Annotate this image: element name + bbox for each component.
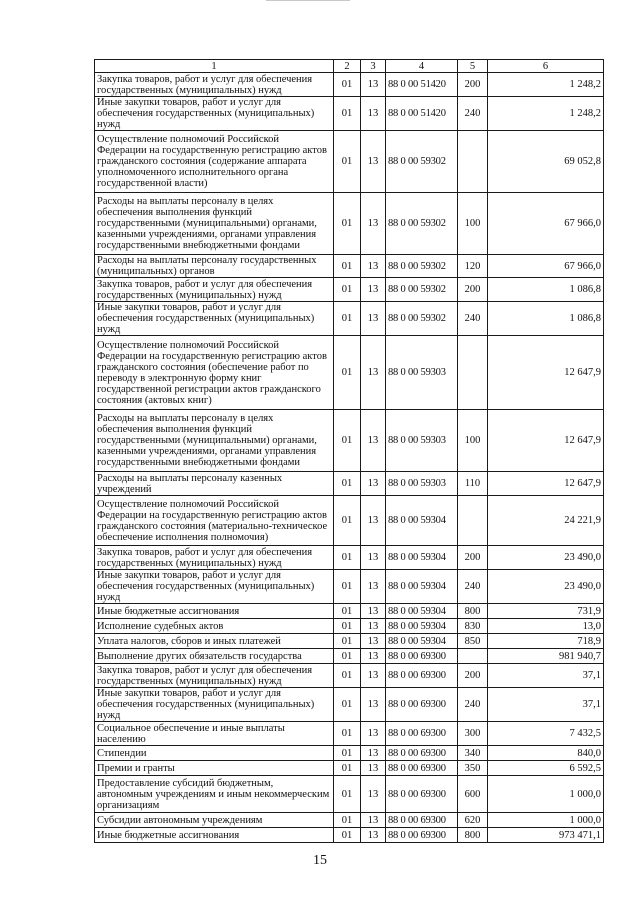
cell-sec: 01 — [334, 570, 361, 604]
cell-name: Расходы на выплаты персоналу в целях обеспечения выполнения функций государственными (муниципальными) органами, казенными учреждениями, органами управления государственными внебюджетными фондами — [95, 410, 334, 472]
table-row — [95, 776, 604, 813]
cell-sum: 1 086,8 — [488, 278, 604, 302]
cell-sum: 1 000,0 — [488, 813, 604, 828]
page-number: 15 — [313, 853, 327, 868]
cell-csr: 88 0 00 69300 — [386, 649, 458, 664]
cell-vr: 240 — [458, 688, 488, 722]
table-row — [95, 688, 604, 722]
cell-csr: 88 0 00 69300 — [386, 761, 458, 776]
cell-sub: 13 — [361, 604, 386, 619]
table-row — [95, 722, 604, 746]
cell-sum: 840,0 — [488, 746, 604, 761]
table-row — [95, 472, 604, 496]
cell-vr: 200 — [458, 73, 488, 97]
cell-name: Закупка товаров, работ и услуг для обеспечения государственных (муниципальных) нужд — [95, 664, 334, 688]
cell-vr: 110 — [458, 472, 488, 496]
cell-vr: 800 — [458, 828, 488, 843]
header-cell: 3 — [361, 60, 386, 73]
cell-name: Иные закупки товаров, работ и услуг для обеспечения государственных (муниципальных) нужд — [95, 570, 334, 604]
cell-vr — [458, 649, 488, 664]
table-row — [95, 649, 604, 664]
cell-sec: 01 — [334, 722, 361, 746]
cell-sec: 01 — [334, 776, 361, 813]
table-row — [95, 278, 604, 302]
cell-sum: 1 248,2 — [488, 97, 604, 131]
table-row — [95, 828, 604, 843]
cell-vr: 100 — [458, 410, 488, 472]
top-rule — [266, 0, 350, 1]
cell-csr: 88 0 00 59303 — [386, 336, 458, 410]
table-row — [95, 302, 604, 336]
cell-sec: 01 — [334, 278, 361, 302]
cell-sub: 13 — [361, 278, 386, 302]
cell-sec: 01 — [334, 664, 361, 688]
cell-sum: 718,9 — [488, 634, 604, 649]
cell-sum: 1 248,2 — [488, 73, 604, 97]
cell-name: Выполнение других обязательств государства — [95, 649, 334, 664]
cell-sec: 01 — [334, 496, 361, 546]
cell-vr: 200 — [458, 546, 488, 570]
cell-sub: 13 — [361, 193, 386, 255]
cell-sub: 13 — [361, 570, 386, 604]
cell-sum: 1 086,8 — [488, 302, 604, 336]
cell-sub: 13 — [361, 302, 386, 336]
cell-name: Закупка товаров, работ и услуг для обеспечения государственных (муниципальных) нужд — [95, 73, 334, 97]
table-row — [95, 604, 604, 619]
cell-name: Осуществление полномочий Российской Федерации на государственную регистрацию актов гражданского состояния (материально-техническое обеспечение исполнения полномочия) — [95, 496, 334, 546]
cell-sub: 13 — [361, 828, 386, 843]
table-row — [95, 619, 604, 634]
cell-sum: 731,9 — [488, 604, 604, 619]
cell-name: Стипендии — [95, 746, 334, 761]
cell-csr: 88 0 00 59302 — [386, 255, 458, 278]
cell-sub: 13 — [361, 410, 386, 472]
cell-sec: 01 — [334, 410, 361, 472]
budget-table — [94, 59, 604, 843]
cell-sub: 13 — [361, 776, 386, 813]
cell-csr: 88 0 00 59304 — [386, 546, 458, 570]
cell-csr: 88 0 00 59304 — [386, 634, 458, 649]
cell-csr: 88 0 00 69300 — [386, 813, 458, 828]
cell-name: Премии и гранты — [95, 761, 334, 776]
table-row — [95, 131, 604, 193]
cell-sec: 01 — [334, 761, 361, 776]
cell-sec: 01 — [334, 73, 361, 97]
cell-csr: 88 0 00 59304 — [386, 570, 458, 604]
cell-vr: 850 — [458, 634, 488, 649]
cell-sum: 12 647,9 — [488, 410, 604, 472]
cell-csr: 88 0 00 59304 — [386, 604, 458, 619]
cell-vr: 300 — [458, 722, 488, 746]
cell-sum: 23 490,0 — [488, 570, 604, 604]
cell-sub: 13 — [361, 619, 386, 634]
table-row — [95, 570, 604, 604]
cell-vr: 620 — [458, 813, 488, 828]
cell-sum: 7 432,5 — [488, 722, 604, 746]
cell-name: Иные закупки товаров, работ и услуг для обеспечения государственных (муниципальных) нужд — [95, 688, 334, 722]
cell-sub: 13 — [361, 761, 386, 776]
cell-vr: 120 — [458, 255, 488, 278]
cell-sub: 13 — [361, 634, 386, 649]
cell-name: Уплата налогов, сборов и иных платежей — [95, 634, 334, 649]
cell-sec: 01 — [334, 255, 361, 278]
cell-vr: 240 — [458, 302, 488, 336]
cell-csr: 88 0 00 59302 — [386, 302, 458, 336]
cell-name: Расходы на выплаты персоналу в целях обеспечения выполнения функций государственными (муниципальными) органами, казенными учреждениями, органами управления государственными внебюджетными фондами — [95, 193, 334, 255]
cell-sub: 13 — [361, 546, 386, 570]
cell-name: Осуществление полномочий Российской Федерации на государственную регистрацию актов гражданского состояния (содержание аппарата уполномоченного исполнительного органа государственной власти) — [95, 131, 334, 193]
cell-name: Исполнение судебных актов — [95, 619, 334, 634]
header-cell: 2 — [334, 60, 361, 73]
cell-sum: 12 647,9 — [488, 336, 604, 410]
table-row — [95, 813, 604, 828]
cell-sec: 01 — [334, 336, 361, 410]
cell-sum: 973 471,1 — [488, 828, 604, 843]
cell-sec: 01 — [334, 302, 361, 336]
cell-name: Закупка товаров, работ и услуг для обеспечения государственных (муниципальных) нужд — [95, 546, 334, 570]
cell-sec: 01 — [334, 472, 361, 496]
cell-name: Осуществление полномочий Российской Федерации на государственную регистрацию актов гражданского состояния (обеспечение работ по переводу в электронную форму книг государственной регистрации актов гражданского состояния (актовых книг) — [95, 336, 334, 410]
cell-sub: 13 — [361, 255, 386, 278]
table-row — [95, 664, 604, 688]
cell-csr: 88 0 00 69300 — [386, 688, 458, 722]
cell-sub: 13 — [361, 722, 386, 746]
cell-vr: 200 — [458, 664, 488, 688]
cell-csr: 88 0 00 59304 — [386, 496, 458, 546]
cell-vr: 830 — [458, 619, 488, 634]
header-cell: 4 — [386, 60, 458, 73]
cell-sub: 13 — [361, 336, 386, 410]
cell-csr: 88 0 00 69300 — [386, 746, 458, 761]
table-row — [95, 546, 604, 570]
cell-sub: 13 — [361, 496, 386, 546]
cell-sec: 01 — [334, 193, 361, 255]
table-body — [95, 73, 604, 843]
cell-name: Социальное обеспечение и иные выплаты населению — [95, 722, 334, 746]
cell-sum: 67 966,0 — [488, 255, 604, 278]
cell-sub: 13 — [361, 746, 386, 761]
table-row — [95, 255, 604, 278]
cell-name: Расходы на выплаты персоналу казенных учреждений — [95, 472, 334, 496]
cell-sum: 69 052,8 — [488, 131, 604, 193]
cell-csr: 88 0 00 69300 — [386, 722, 458, 746]
cell-vr: 240 — [458, 97, 488, 131]
cell-vr — [458, 496, 488, 546]
cell-sub: 13 — [361, 131, 386, 193]
cell-sec: 01 — [334, 746, 361, 761]
cell-sub: 13 — [361, 472, 386, 496]
table-row — [95, 336, 604, 410]
cell-sum: 12 647,9 — [488, 472, 604, 496]
cell-csr: 88 0 00 69300 — [386, 776, 458, 813]
table-row — [95, 410, 604, 472]
cell-name: Расходы на выплаты персоналу государственных (муниципальных) органов — [95, 255, 334, 278]
cell-sum: 13,0 — [488, 619, 604, 634]
cell-name: Предоставление субсидий бюджетным, автономным учреждениям и иным некоммерческим организациям — [95, 776, 334, 813]
cell-sec: 01 — [334, 634, 361, 649]
cell-name: Иные бюджетные ассигнования — [95, 604, 334, 619]
cell-sum: 981 940,7 — [488, 649, 604, 664]
cell-name: Иные закупки товаров, работ и услуг для обеспечения государственных (муниципальных) нужд — [95, 97, 334, 131]
cell-vr — [458, 131, 488, 193]
cell-csr: 88 0 00 51420 — [386, 97, 458, 131]
cell-sum: 37,1 — [488, 688, 604, 722]
header-cell: 1 — [95, 60, 334, 73]
cell-sec: 01 — [334, 649, 361, 664]
cell-sec: 01 — [334, 619, 361, 634]
cell-sub: 13 — [361, 649, 386, 664]
table-row — [95, 73, 604, 97]
cell-sum: 37,1 — [488, 664, 604, 688]
cell-vr: 200 — [458, 278, 488, 302]
cell-sum: 67 966,0 — [488, 193, 604, 255]
cell-sec: 01 — [334, 813, 361, 828]
cell-csr: 88 0 00 59302 — [386, 131, 458, 193]
cell-sub: 13 — [361, 813, 386, 828]
cell-csr: 88 0 00 51420 — [386, 73, 458, 97]
cell-sec: 01 — [334, 546, 361, 570]
cell-sec: 01 — [334, 131, 361, 193]
table-row — [95, 97, 604, 131]
cell-vr: 100 — [458, 193, 488, 255]
table-header-row — [95, 60, 604, 73]
cell-sub: 13 — [361, 97, 386, 131]
cell-sum: 23 490,0 — [488, 546, 604, 570]
cell-sec: 01 — [334, 97, 361, 131]
cell-csr: 88 0 00 59302 — [386, 193, 458, 255]
cell-csr: 88 0 00 59304 — [386, 619, 458, 634]
table-row — [95, 761, 604, 776]
cell-sum: 24 221,9 — [488, 496, 604, 546]
header-cell: 5 — [458, 60, 488, 73]
table-row — [95, 634, 604, 649]
table-row — [95, 193, 604, 255]
cell-name: Иные закупки товаров, работ и услуг для обеспечения государственных (муниципальных) нужд — [95, 302, 334, 336]
cell-sum: 1 000,0 — [488, 776, 604, 813]
cell-vr: 350 — [458, 761, 488, 776]
cell-vr: 600 — [458, 776, 488, 813]
cell-csr: 88 0 00 59302 — [386, 278, 458, 302]
cell-csr: 88 0 00 69300 — [386, 828, 458, 843]
cell-sec: 01 — [334, 828, 361, 843]
cell-csr: 88 0 00 59303 — [386, 410, 458, 472]
cell-name: Субсидии автономным учреждениям — [95, 813, 334, 828]
cell-csr: 88 0 00 59303 — [386, 472, 458, 496]
header-cell: 6 — [488, 60, 604, 73]
cell-vr: 240 — [458, 570, 488, 604]
cell-sub: 13 — [361, 688, 386, 722]
cell-sub: 13 — [361, 73, 386, 97]
cell-csr: 88 0 00 69300 — [386, 664, 458, 688]
cell-name: Иные бюджетные ассигнования — [95, 828, 334, 843]
table-row — [95, 746, 604, 761]
cell-vr — [458, 336, 488, 410]
cell-sub: 13 — [361, 664, 386, 688]
cell-sum: 6 592,5 — [488, 761, 604, 776]
cell-vr: 340 — [458, 746, 488, 761]
cell-name: Закупка товаров, работ и услуг для обеспечения государственных (муниципальных) нужд — [95, 278, 334, 302]
cell-sec: 01 — [334, 688, 361, 722]
cell-sec: 01 — [334, 604, 361, 619]
table-row — [95, 496, 604, 546]
cell-vr: 800 — [458, 604, 488, 619]
